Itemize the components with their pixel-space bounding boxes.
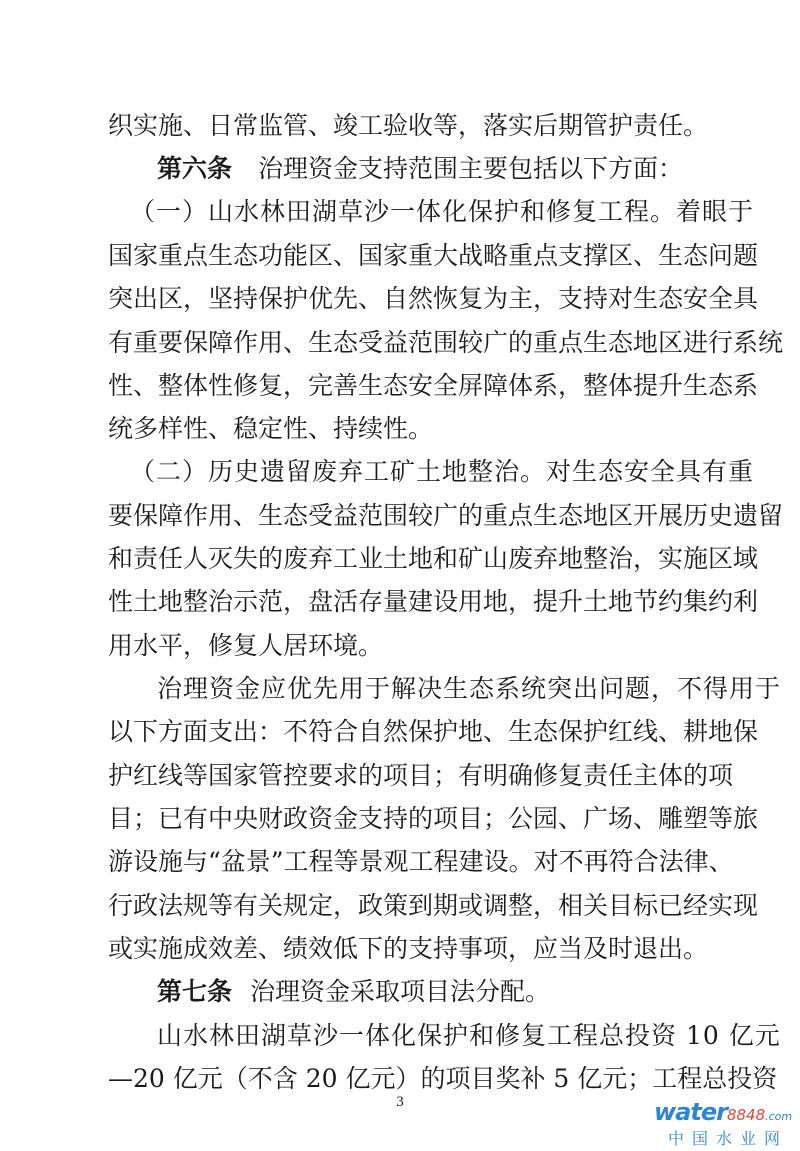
text-line-10: 要保障作用、生态受益范围较广的重点生态地区开展历史遗留 (108, 501, 784, 530)
article-six-heading: 第六条 (157, 154, 233, 183)
text-line-4: 国家重点生态功能区、国家重大战略重点支撑区、生态问题 (108, 241, 759, 270)
text-line-19: 行政法规等有关规定，政策到期或调整，相关目标已经实现 (108, 891, 759, 920)
page-number: 3 (396, 1094, 404, 1110)
watermark-brand-word: water (654, 1098, 727, 1126)
watermark-logo (654, 1100, 794, 1148)
text-line-6: 有重要保障作用、生态受益范围较广的重点生态地区进行系统 (108, 328, 784, 357)
text-line-14: 治理资金应优先用于解决生态系统突出问题，不得用于 (157, 674, 782, 703)
article-seven-line (157, 975, 692, 1009)
watermark-brand-cn: 中国水业网 (668, 1129, 789, 1148)
article-six-line (157, 152, 692, 186)
article-seven-heading: 第七条 (157, 977, 233, 1006)
text-line-17: 目；已有中央财政资金支持的项目；公园、广场、雕塑等旅 (108, 804, 759, 833)
text-line-9: （二）历史遗留废弃工矿土地整治。对生态安全具有重 (130, 457, 755, 486)
watermark-brand-number: 8848 (726, 1106, 766, 1124)
text-line-7: 性、整体性修复，完善生态安全屏障体系，整体提升生态系 (108, 371, 759, 400)
text-line-13: 用水平，修复人居环境。 (108, 631, 384, 660)
text-line-15: 以下方面支出：不符合自然保护地、生态保护红线、耕地保 (108, 717, 759, 746)
text-line-1: 织实施、日常监管、竣工验收等，落实后期管护责任。 (108, 111, 709, 140)
text-line-16: 护红线等国家管控要求的项目；有明确修复责任主体的项 (108, 761, 734, 790)
text-line-23: —20 亿元（不含 20 亿元）的项目奖补 5 亿元；工程总投资 (108, 1064, 778, 1093)
article-six-text: 治理资金支持范围主要包括以下方面： (258, 154, 684, 183)
text-line-22: 山水林田湖草沙一体化保护和修复工程总投资 10 亿元 (157, 1021, 781, 1050)
text-line-8: 统多样性、稳定性、持续性。 (108, 414, 434, 443)
watermark-brand-suffix: .com (765, 1110, 793, 1123)
text-line-20: 或实施成效差、绩效低下的支持事项，应当及时退出。 (108, 934, 709, 963)
text-line-5: 突出区，坚持保护优先、自然恢复为主，支持对生态安全具 (108, 284, 759, 313)
text-line-18: 游设施与“盆景”工程等景观工程建设。对不再符合法律、 (108, 847, 734, 876)
text-line-3: （一）山水林田湖草沙一体化保护和修复工程。着眼于 (130, 197, 755, 226)
text-line-12: 性土地整治示范，盘活存量建设用地，提升土地节约集约利 (108, 587, 759, 616)
text-line-11: 和责任人灭失的废弃工业土地和矿山废弃地整治，实施区域 (108, 544, 759, 573)
article-seven-text: 治理资金采取项目法分配。 (250, 977, 551, 1006)
